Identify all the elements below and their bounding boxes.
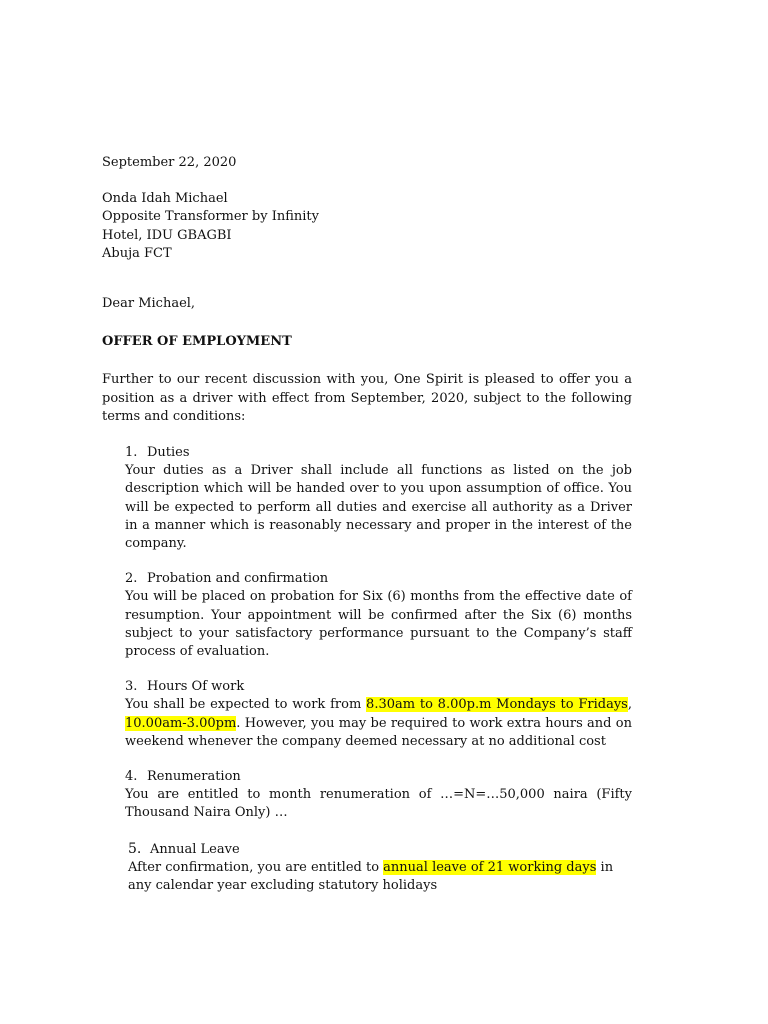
recipient-address-line-2: Hotel, IDU GBAGBI (102, 227, 232, 243)
letter-subject: OFFER OF EMPLOYMENT (102, 334, 292, 350)
section-number: 3. (125, 679, 138, 695)
body-text: . However, you may be required to work extra hours and on weekend whenever the company deemed necessary at no additional cost (125, 715, 632, 749)
intro-paragraph: Further to our recent discussion with you, One Spirit is pleased to offer you a position as a driver with effect from September, 2020, subject to the following terms and conditions: (102, 372, 632, 424)
letter-page (102, 154, 632, 895)
section-heading (125, 570, 632, 588)
section-title: Probation and confirmation (147, 571, 329, 587)
section-title: Annual Leave (150, 841, 240, 857)
section-number: 1. (125, 445, 138, 461)
section-hours-of-work (125, 678, 632, 751)
section-body (125, 696, 632, 751)
section-body: You will be placed on probation for Six (6) months from the effective date of resumption. Your appointment will be confirmed after the Six (6) months subject to your satisfactory performance pursuant to the Company’s staff process of evaluation. (125, 589, 632, 660)
section-body: Your duties as a Driver shall include all functions as listed on the job description which will be handed over to you upon assumption of office. You will be expected to perform all duties and exercise all authority as a Driver in a manner which is reasonably necessary and proper in the interest of the company. (125, 463, 632, 552)
body-text: , (627, 697, 632, 713)
body-text: in any calendar year excluding statutory holidays (128, 859, 614, 894)
section-heading (128, 840, 632, 859)
highlight-work-days: 8.30am to 8.00p.m Mondays to Fridays (366, 697, 628, 713)
body-text: After confirmation, you are entitled to (128, 859, 384, 875)
body-text: You shall be expected to work from (125, 697, 367, 713)
section-heading (125, 678, 632, 696)
recipient-name: Onda Idah Michael (102, 191, 228, 207)
section-number: 2. (125, 571, 138, 587)
section-title: Hours Of work (147, 679, 245, 695)
highlight-annual-leave: annual leave of 21 working days (383, 859, 597, 875)
section-annual-leave (128, 840, 632, 896)
section-renumeration (125, 768, 632, 823)
recipient-address (102, 190, 632, 263)
section-title: Duties (147, 445, 190, 461)
section-title: Renumeration (147, 769, 241, 785)
section-heading (125, 444, 632, 462)
recipient-address-line-1: Opposite Transformer by Infinity (102, 209, 319, 225)
section-probation (125, 570, 632, 661)
letter-date: September 22, 2020 (102, 155, 237, 170)
section-body: You are entitled to month renumeration of …=N=…50,000 naira (Fifty Thousand Naira Only) … (125, 787, 632, 821)
section-number: 4. (125, 769, 138, 785)
section-body (128, 859, 632, 895)
section-number: 5. (128, 840, 142, 857)
recipient-address-line-3: Abuja FCT (102, 245, 172, 261)
highlight-weekend-hours: 10.00am-3.00pm (125, 715, 237, 731)
salutation: Dear Michael, (102, 296, 196, 312)
section-duties (125, 444, 632, 553)
section-heading (125, 768, 632, 786)
